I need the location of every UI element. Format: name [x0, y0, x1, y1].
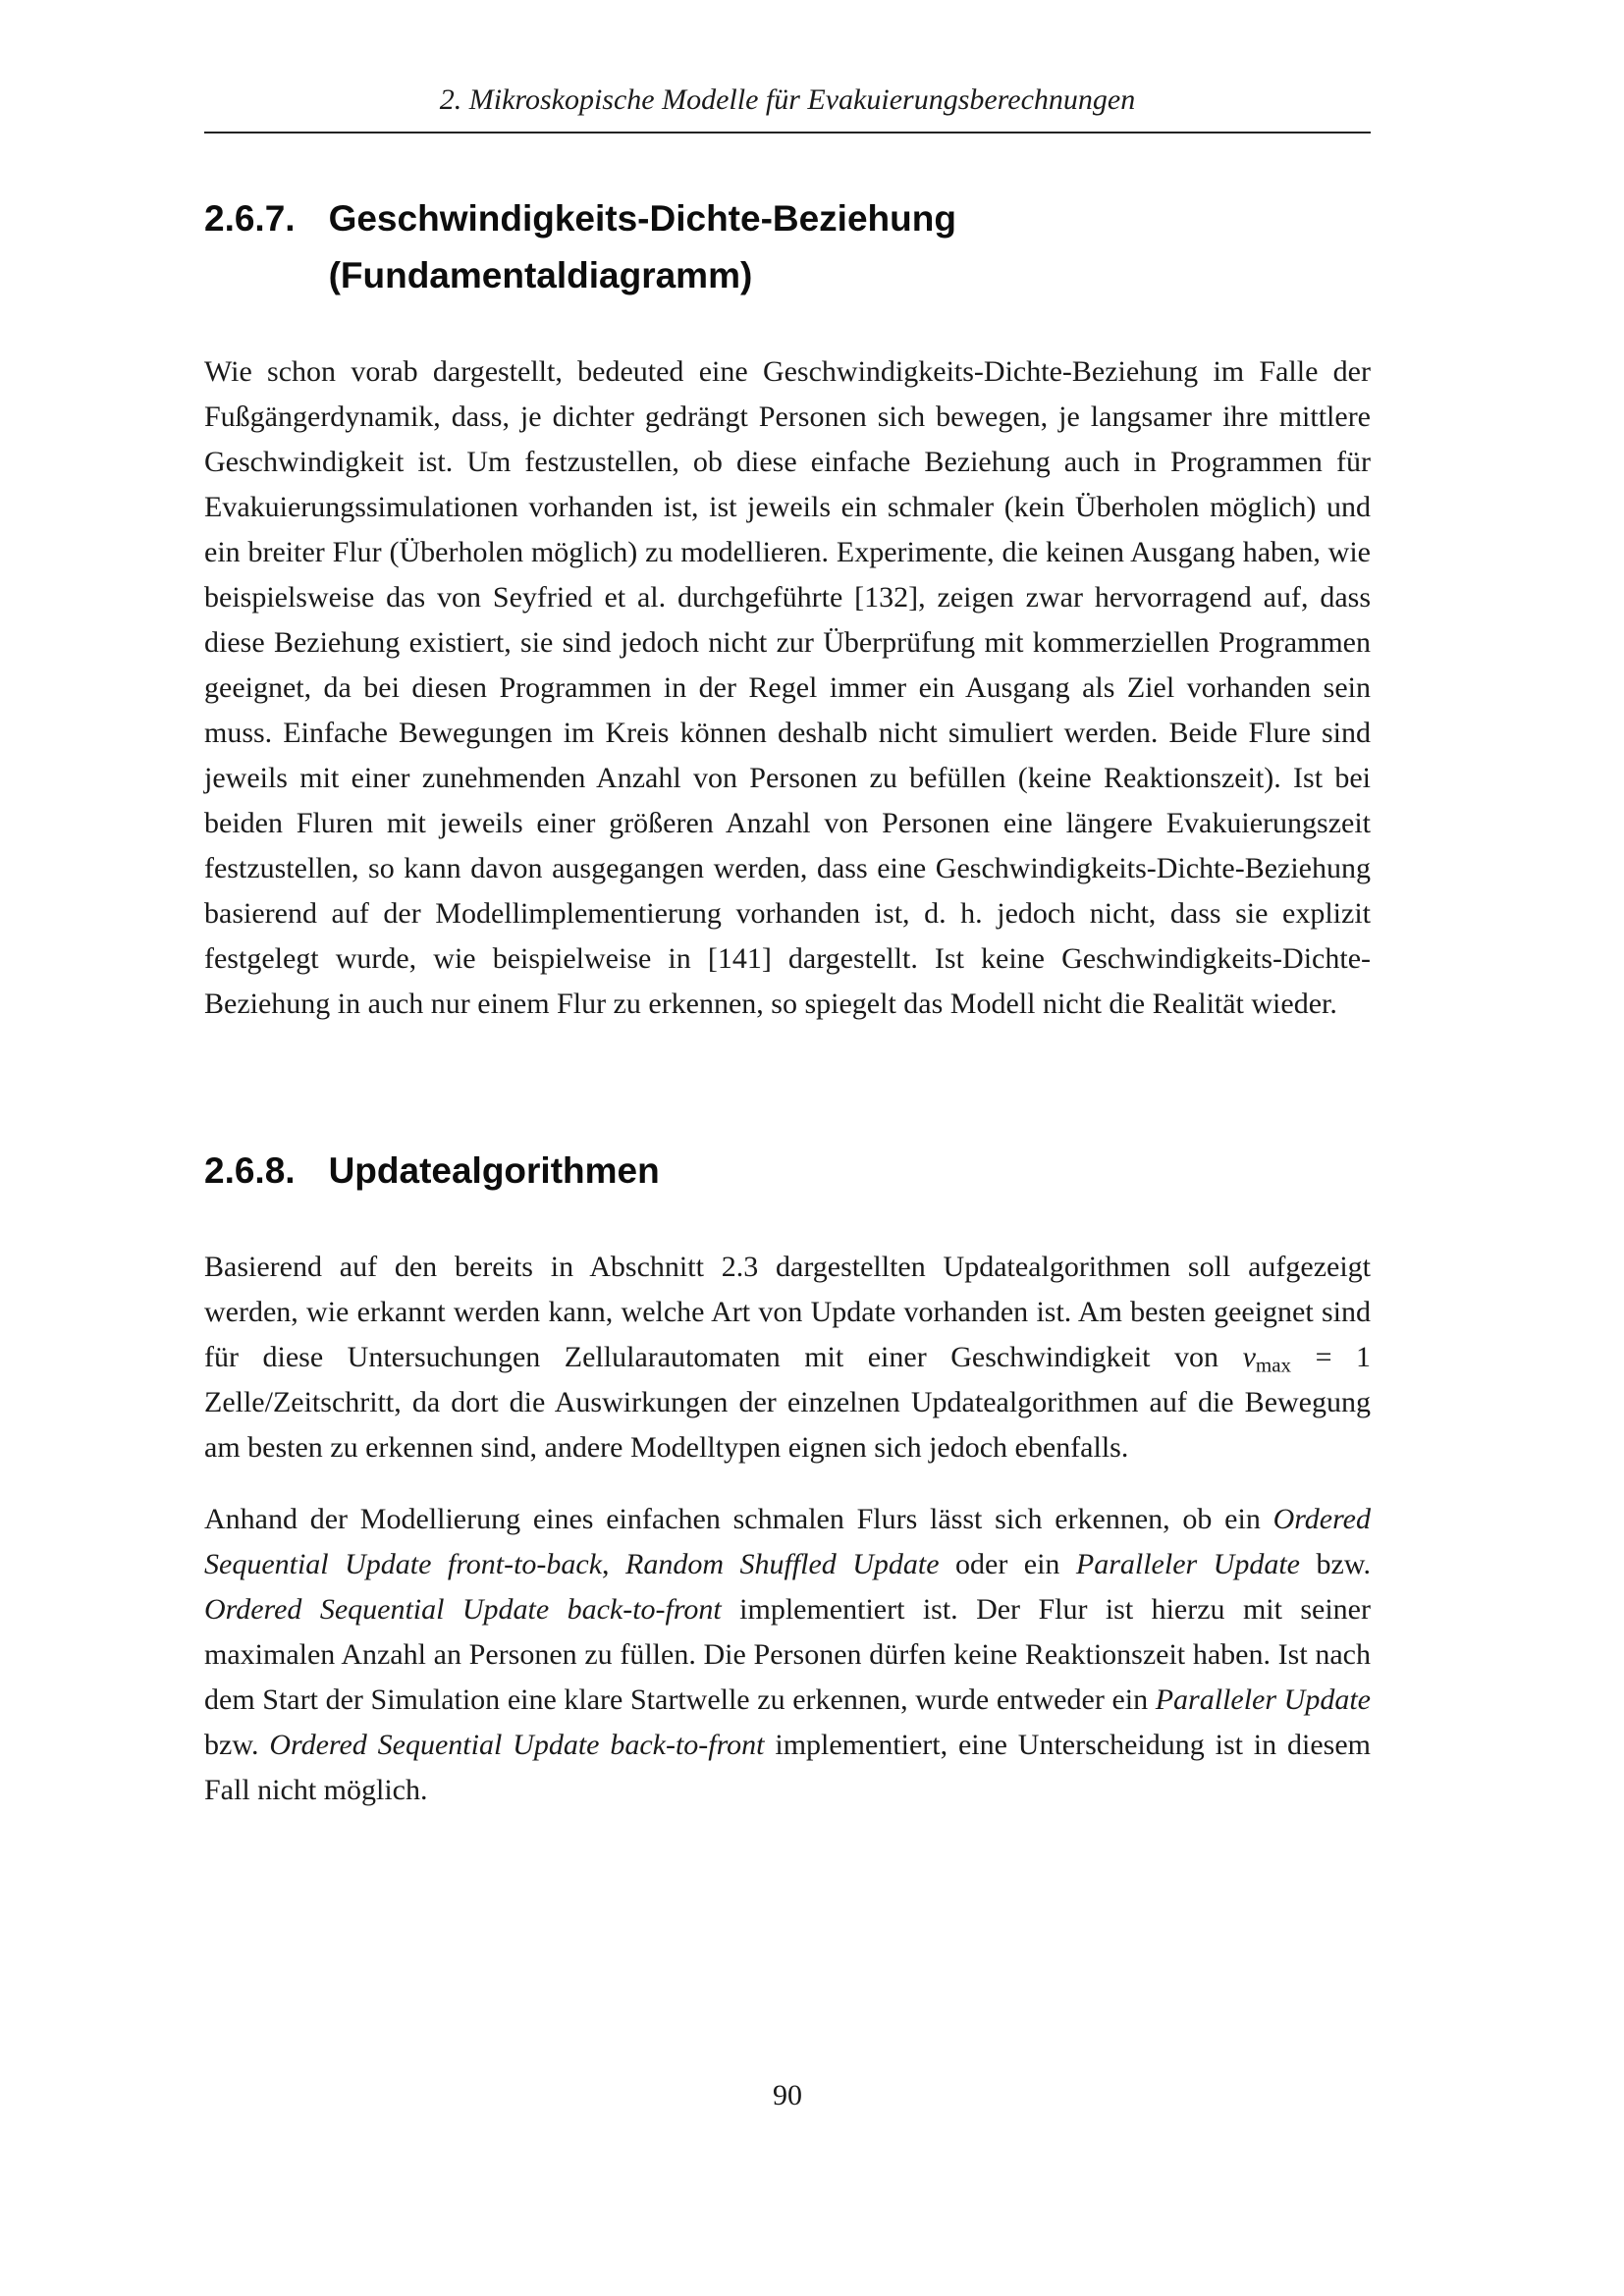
section-2-6-8-title-text: Updatealgorithmen: [328, 1150, 660, 1191]
section-heading-2-6-8: [204, 1143, 1371, 1200]
section-2-6-7-title-line-1: Geschwindigkeits-Dichte-Beziehung: [328, 198, 956, 239]
header-rule: [204, 132, 1371, 133]
section-2-6-7-title-line-2: (Fundamentaldiagramm): [328, 255, 753, 295]
text-column: [204, 0, 1371, 1813]
section-heading-2-6-7: [204, 190, 1371, 304]
paragraph-velocity-density: Wie schon vorab dargestellt, bedeuted eine Geschwindigkeits-Dichte-Beziehung im Falle der Fußgängerdynamik, dass, je dichter gedrängt Personen sich bewegen, je langsamer ihre mittlere Geschwindigkeit ist. Um festzustellen, ob diese einfache Beziehung auch in Programmen für Evakuierungssimulationen vorhanden ist, ist jeweils ein schmaler (kein Überholen möglich) und ein breiter Flur (Überholen möglich) zu modellieren. Experimente, die keinen Ausgang haben, wie beispielsweise das von Seyfried et al. durchgeführte [132], zeigen zwar hervorragend auf, dass diese Beziehung existiert, sie sind jedoch nicht zur Überprüfung mit kommerziellen Programmen geeignet, da bei diesen Programmen in der Regel immer ein Ausgang als Ziel vorhanden sein muss. Einfache Bewegungen im Kreis können deshalb nicht simuliert werden. Beide Flure sind jeweils mit einer zunehmenden Anzahl von Personen zu befüllen (keine Reaktionszeit). Ist bei beiden Fluren mit jeweils einer größeren Anzahl von Personen eine längere Evakuierungszeit festzustellen, so kann davon ausgegangen werden, dass eine Geschwindigkeits-Dichte-Beziehung basierend auf der Modellimplementierung vorhanden ist, d. h. jedoch nicht, dass sie explizit festgelegt wurde, wie beispielweise in [141] dargestellt. Ist keine Geschwindigkeits-Dichte-Beziehung in auch nur einem Flur zu erkennen, so spiegelt das Modell nicht die Realität wieder.: [204, 355, 1371, 1020]
page-number: 90: [773, 2079, 802, 2111]
section-2-6-8-title: [329, 1143, 660, 1200]
section-2-6-8-number: 2.6.8.: [204, 1150, 296, 1191]
section-2-6-7-title: [329, 190, 956, 304]
running-header-text: 2. Mikroskopische Modelle für Evakuierungsberechnungen: [439, 83, 1136, 116]
section-2-6-7-number: 2.6.7.: [204, 198, 296, 239]
paragraph-update-intro: Basierend auf den bereits in Abschnitt 2.3 dargestellten Updatealgorithmen soll aufgezeigt werden, wie erkannt werden kann, welche Art von Update vorhanden ist. Am besten geeignet sind für diese Untersuchungen Zellularautomaten mit einer Geschwindigkeit von $v_{max} = 1$ Zelle/Zeitschritt, da dort die Auswirkungen der einzelnen Updatealgorithmen auf die Bewegung am besten zu erkennen sind, andere Modelltypen eignen sich jedoch ebenfalls.: [204, 1251, 1372, 1464]
paragraph-update-detection: Anhand der Modellierung eines einfachen schmalen Flurs lässt sich erkennen, ob ein Ordered Sequential Update front-to-back, Random Shuffled Update oder ein Paralleler Update bzw. Ordered Sequential Update back-to-front implementiert ist. Der Flur ist hierzu mit seiner maximalen Anzahl an Personen zu füllen. Die Personen dürfen keine Reaktionszeit haben. Ist nach dem Start der Simulation eine klare Startwelle zu erkennen, wurde entweder ein Paralleler Update bzw. Ordered Sequential Update back-to-front implementiert, eine Unterscheidung ist in diesem Fall nicht möglich.: [204, 1503, 1371, 1806]
running-header: [204, 82, 1371, 118]
